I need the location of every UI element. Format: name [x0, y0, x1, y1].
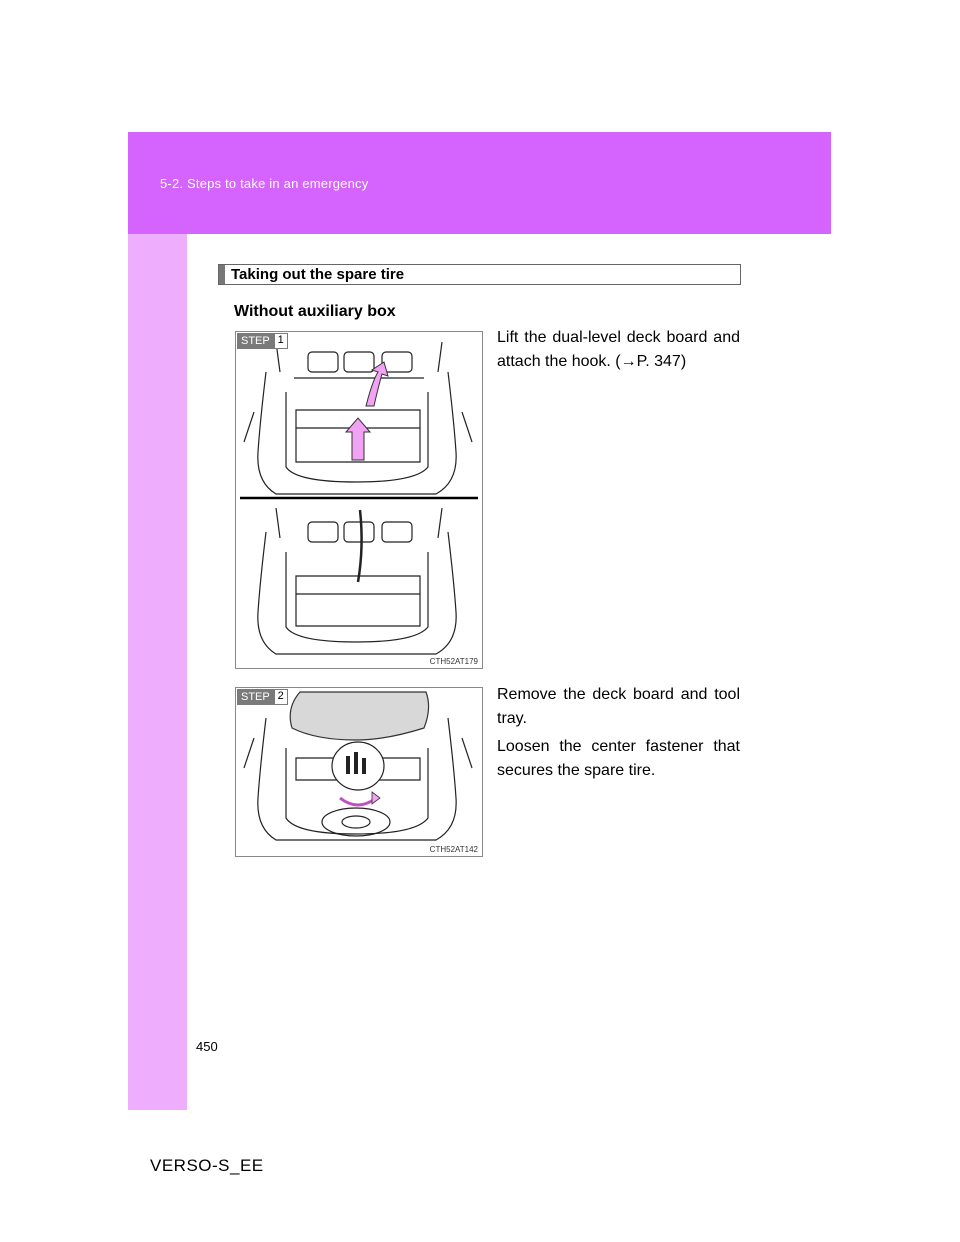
section-heading [218, 264, 741, 285]
step-2-text: Remove the deck board and tool tray. [497, 686, 740, 727]
step-badge-label: STEP [237, 333, 274, 349]
figure-code: CTH52AT142 [429, 845, 478, 854]
page-number: 450 [196, 1039, 218, 1054]
step-2-badge [237, 689, 288, 705]
step-1-text: Lift the dual-level deck board and attach the hook. (→P. 347) [497, 329, 740, 370]
sidebar-tab [128, 132, 187, 1110]
step-badge-label: STEP [237, 689, 274, 705]
step-2-text-continued: Loosen the center fastener that secures the spare tire. [497, 738, 740, 779]
step-badge-number: 1 [274, 333, 288, 349]
trunk-deck-board-lift-drawing [236, 332, 482, 668]
step-2-illustration [235, 687, 483, 857]
figure-code: CTH52AT179 [429, 657, 478, 666]
step-badge-number: 2 [274, 689, 288, 705]
step-1-illustration [235, 331, 483, 669]
heading-marker [219, 265, 225, 284]
manual-code-footer: VERSO-S_EE [150, 1156, 264, 1175]
step-1-badge [237, 333, 288, 349]
subheading: Without auxiliary box [234, 303, 396, 320]
section-breadcrumb: 5-2. Steps to take in an emergency [160, 176, 369, 191]
spare-tire-fastener-drawing [236, 688, 482, 856]
section-heading-text: Taking out the spare tire [231, 266, 405, 283]
